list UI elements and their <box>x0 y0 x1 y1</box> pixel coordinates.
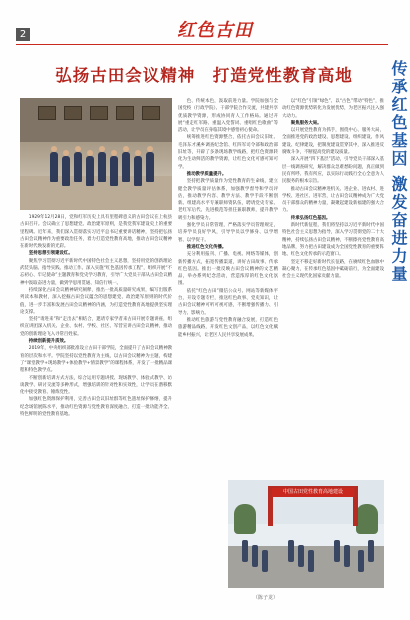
body-paragraph: 坚持把教学质量作为党性教育的生命线，建立健全教学质量评估体系，加强教学督导和学员评估，推动教学内容、教学方法、教学手段不断创新。组建高水平专兼职师资队伍，聘请党史专家、老红军后代、先进模范等担任兼职教师，提升教学吸引力和感染力。 <box>178 179 278 221</box>
person-figure <box>110 156 118 186</box>
person-head <box>123 146 129 152</box>
section-subheading: 推进红色文化传播。 <box>186 244 227 250</box>
section-subheading: 持续创新提升质效。 <box>28 339 69 345</box>
person-figure <box>74 152 82 182</box>
arch-gate-photo <box>228 480 384 588</box>
marcher-figure <box>288 540 294 562</box>
section-subheading: 聚焦服务大局。 <box>290 120 322 126</box>
article-headline: 弘扬古田会议精神 打造党性教育高地 <box>55 66 353 85</box>
person-figure <box>134 156 142 186</box>
body-paragraph: 以“红色”引领“绿色”、以“古色”带动“特色”，推动红色资源优势转化为发展优势，为老区振兴注入强大动力。 <box>282 99 384 119</box>
body-paragraph: 充分利用报刊、广播、电视、网络等媒体，创新传播方式，拓宽传播渠道，讲好古田故事、传承红色基因。推出一批反映古田会议精神的文艺精品，举办系列纪念活动，营造浓厚的红色文化氛围。 <box>178 252 278 287</box>
person-figure <box>50 152 58 182</box>
article-column-1 <box>20 214 172 604</box>
bleed-headline: 传承红色基因 激发奋进力量 <box>389 60 408 284</box>
person-head <box>63 150 69 156</box>
person-head <box>75 146 81 152</box>
person-head <box>147 146 153 152</box>
body-paragraph: 聚焦学习贯彻习近平新时代中国特色社会主义思想，坚持用党的创新理论武装头脑、指导实践、推动工作。深入实施“红色基因传承工程”，组织开展“不忘初心、牢记使命”主题教育和党史学习教育，引导广大党员干部从古田会议精神中汲取奋进力量，做到学思用贯通、知信行统一。 <box>20 258 172 286</box>
exhibition-hall-photo <box>20 98 172 210</box>
wall-frame <box>142 106 160 120</box>
body-paragraph: 持续深化古田会议精神研究阐释，推出一批高质量研究成果，编写出版系列读本和教材，深入挖掘古田会议蕴含的思想建党、政治建军原则的时代价值，进一步丰富和发展古田会议精神的内涵，为打造党性教育高地提供坚实理论支撑。 <box>20 287 172 315</box>
wall-frame <box>64 106 82 120</box>
body-paragraph: 坚定不移走好新时代长征路，在赓续红色血脉中凝心聚力，在传承红色基因中砥砺前行，为全面建设社会主义现代化国家贡献力量。 <box>282 259 384 280</box>
wall-frame <box>38 106 56 120</box>
section-subheading: 推动教学质量提升。 <box>186 171 227 177</box>
body-paragraph: 不断创新培训方式方法，综合运用专题讲授、现场教学、体验式教学、访谈教学、研讨交流等多种形式，增强培训的针对性和实效性，让学员在潜移默化中接受教育、锤炼党性。 <box>20 375 172 396</box>
body-paragraph: 新时代新征程，我们将坚持以习近平新时代中国特色社会主义思想为指导，深入学习贯彻党的二十大精神，持续弘扬古田会议精神，不断擦亮党性教育高地品牌，努力把古田建设成为全国党性教育的重要阵地、红色文化传承的示范窗口。 <box>282 223 384 258</box>
marcher-figure <box>298 545 304 567</box>
gate-banner: 中国古田党性教育高地建设 <box>272 488 354 497</box>
section-subheading: 传承弘扬红色基因。 <box>290 215 331 221</box>
body-paragraph: 2019年，中央组织部批准设立古田干部学院，全面提升了古田会议精神教育的层次和水平。学院坚持以党性教育为主线，以古田会议精神为主题，构建了“课堂教学+现场教学+体验教学+情景教学”的课程体系，开发了一批精品课程和特色教学点。 <box>20 346 172 374</box>
body-paragraph: 以开展党性教育为抓手，围绕中心、服务大局，全面推进党的政治建设、思想建设、组织建设、作风建设、纪律建设，把制度建设贯穿其中，深入推进反腐败斗争，不断提高党的建设质量。 <box>282 128 384 156</box>
wall-frame <box>116 106 134 120</box>
body-paragraph: 依托“红色古田”微信公众号、网站等新媒体平台，开设专题专栏，推送红色故事、党史知识，让古田会议精神可听可视可感，不断增强传播力、引导力、影响力。 <box>178 288 278 316</box>
body-paragraph: 推动红色旅游与党性教育融合发展，打造红色旅游精品线路，开发红色文创产品，以红色文化赋能乡村振兴，让老区人民共享发展成果。 <box>178 317 278 338</box>
person-figure <box>86 156 94 186</box>
marcher-figure <box>368 540 374 562</box>
person-head <box>99 146 105 152</box>
photo-tree <box>356 504 378 534</box>
masthead-logo: 红色古田 <box>177 20 253 41</box>
body-paragraph: 深入开展“四下基层”活动，引导党员干部深入基层一线调查研究，解决群众急难愁盼问题，真正做到民有所呼、我有所应，以实际行动践行全心全意为人民服务的根本宗旨。 <box>282 157 384 185</box>
body-paragraph: 推动古田会议精神进机关、进企业、进农村、进学校、进社区、进军营，让古田会议精神成为广大党员干部群众的精神力量，凝聚起建设新福建的强大合力。 <box>282 186 384 214</box>
body-paragraph: 1929年12月28日，党和红军历史上具有里程碑意义的古田会议在上杭县古田召开。会议确立了思想建党、政治建军原则，是我党我军建设史上的重要里程碑。近年来，我们深入贯彻落实习近平总书记重要讲话精神，坚持把弘扬古田会议精神作为重要政治任务，着力打造党性教育高地，推动古田会议精神在新时代焕发新的光彩。 <box>20 215 172 250</box>
person-figure <box>62 156 70 186</box>
person-head <box>51 146 57 152</box>
photo-tree <box>234 504 256 534</box>
person-figure <box>122 152 130 182</box>
body-paragraph: 强化学员日常管理，严格落实学员管理规定，培养学员良好学风，引导学员以学修身、以学增智、以学促干。 <box>178 223 278 243</box>
marcher-figure <box>242 540 248 562</box>
person-figure <box>98 152 106 182</box>
article-byline: （陈子龙） <box>252 595 278 601</box>
photo-wall <box>20 98 172 142</box>
section-subheading: 坚持思想引领建设红。 <box>28 251 73 257</box>
marcher-figure <box>344 545 350 567</box>
wall-frame <box>90 106 108 120</box>
person-figure <box>146 152 154 182</box>
header-rule <box>16 44 388 45</box>
body-paragraph: 加强红色资源保护利用，完善古田会议旧址群等红色遗址保护修缮，提升纪念场馆展陈水平，推动红色资源与党性教育深度融合，打造一批功能齐全、特色鲜明的党性教育基地。 <box>20 397 172 418</box>
page-number: 2 <box>16 28 30 41</box>
person-head <box>135 150 141 156</box>
body-paragraph: 色、传统本色，汲取前进力量。学院加强与全国党校（行政学院）、干部学院合作交流，共建共享优质教学资源，形成协同育人工作格局。通过开展“重走红军路、重温入党誓词、重唱红色歌曲”等活动，让学员在身临其境中感悟初心使命。 <box>178 99 278 134</box>
marcher-figure <box>262 550 268 572</box>
marcher-figure <box>308 550 314 572</box>
body-paragraph: 统筹推进红色资源整合，依托古田会议旧址、毛泽东才溪乡调查纪念馆、红四军司令部和政治部旧址等，开辟了多条现场教学线路，把红色资源转化为生动鲜活的教学资源，让红色文化可感可知可学。 <box>178 135 278 170</box>
marcher-figure <box>252 545 258 567</box>
person-head <box>111 150 117 156</box>
article-column-3 <box>282 98 384 478</box>
marcher-figure <box>358 550 364 572</box>
next-page-bleed <box>389 60 410 620</box>
body-paragraph: 坚持“请进来”和“走出去”相结合，邀请专家学者来古田开展专题讲座，组织宣讲团深入机关、企业、农村、学校、社区、军营宣讲古田会议精神，推动党的创新理论飞入寻常百姓家。 <box>20 317 172 337</box>
person-head <box>87 150 93 156</box>
marcher-figure <box>334 540 340 562</box>
